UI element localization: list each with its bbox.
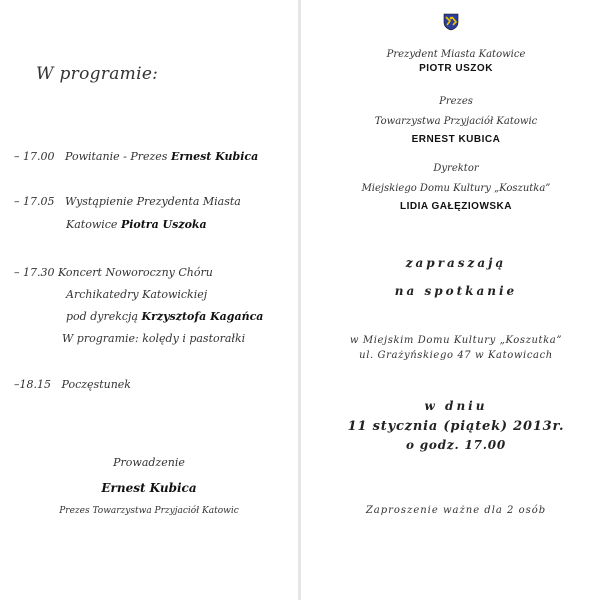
program-person: Ernest Kubica xyxy=(170,150,259,163)
invite-line-1: zapraszają xyxy=(405,256,507,270)
president-title: Prezydent Miasta Katowice xyxy=(386,49,526,60)
venue-line-2: ul. Grażyńskiego 47 w Katowicach xyxy=(359,350,553,361)
program-text: Poczęstunek xyxy=(61,378,131,391)
venue-line-1: w Miejskim Domu Kultury „Koszutka” xyxy=(349,335,563,346)
invite-line-2: na spotkanie xyxy=(394,284,518,298)
time-line: o godz. 17.00 xyxy=(405,438,507,452)
fold-divider xyxy=(298,0,301,600)
program-item-1 xyxy=(14,148,258,166)
host-label: Prowadzenie xyxy=(113,456,185,469)
program-text: Archikatedry Katowickiej xyxy=(66,288,208,301)
program-text: pod dyrekcją xyxy=(66,310,139,323)
program-text: Koncert Noworoczny Chóru xyxy=(58,266,213,279)
program-item-3 xyxy=(14,264,213,282)
chairman-title-1: Prezes xyxy=(439,96,473,107)
invitation-note: Zaproszenie ważne dla 2 osób xyxy=(365,505,547,516)
chairman-name: ERNEST KUBICA xyxy=(411,134,501,145)
program-time: –18.15 xyxy=(14,378,51,391)
program-time: – 17.00 xyxy=(14,150,55,163)
date-line-2: 11 stycznia (piątek) 2013r. xyxy=(347,419,565,434)
program-text: Powitanie - Prezes xyxy=(65,150,168,163)
host-name: Ernest Kubica xyxy=(101,481,197,495)
program-time: – 17.30 xyxy=(14,266,55,279)
director-title-2: Miejskiego Domu Kultury „Koszutka” xyxy=(361,183,551,194)
director-name: LIDIA GAŁĘZIOWSKA xyxy=(399,201,512,212)
program-time: – 17.05 xyxy=(14,195,55,208)
program-heading: W programie: xyxy=(36,64,159,84)
program-item-2-cont xyxy=(66,216,207,234)
president-name: PIOTR USZOK xyxy=(419,63,493,74)
director-title-1: Dyrektor xyxy=(433,163,479,174)
date-line-1: w dniu xyxy=(424,399,488,413)
program-item-3-cont3 xyxy=(62,330,245,348)
program-person: Krzysztofa Kagańca xyxy=(141,310,264,323)
program-person: Piotra Uszoka xyxy=(120,218,207,231)
program-item-4 xyxy=(14,376,131,394)
host-title: Prezes Towarzystwa Przyjaciół Katowic xyxy=(59,506,239,516)
program-item-3-cont2 xyxy=(66,308,263,326)
program-item-2 xyxy=(14,193,241,211)
program-text: Wystąpienie Prezydenta Miasta xyxy=(65,195,241,208)
city-crest-icon xyxy=(442,13,460,31)
program-text: Katowice xyxy=(66,218,118,231)
chairman-title-2: Towarzystwa Przyjaciół Katowic xyxy=(374,116,538,127)
program-text: W programie: kolędy i pastorałki xyxy=(62,332,246,345)
program-item-3-cont xyxy=(66,286,207,304)
